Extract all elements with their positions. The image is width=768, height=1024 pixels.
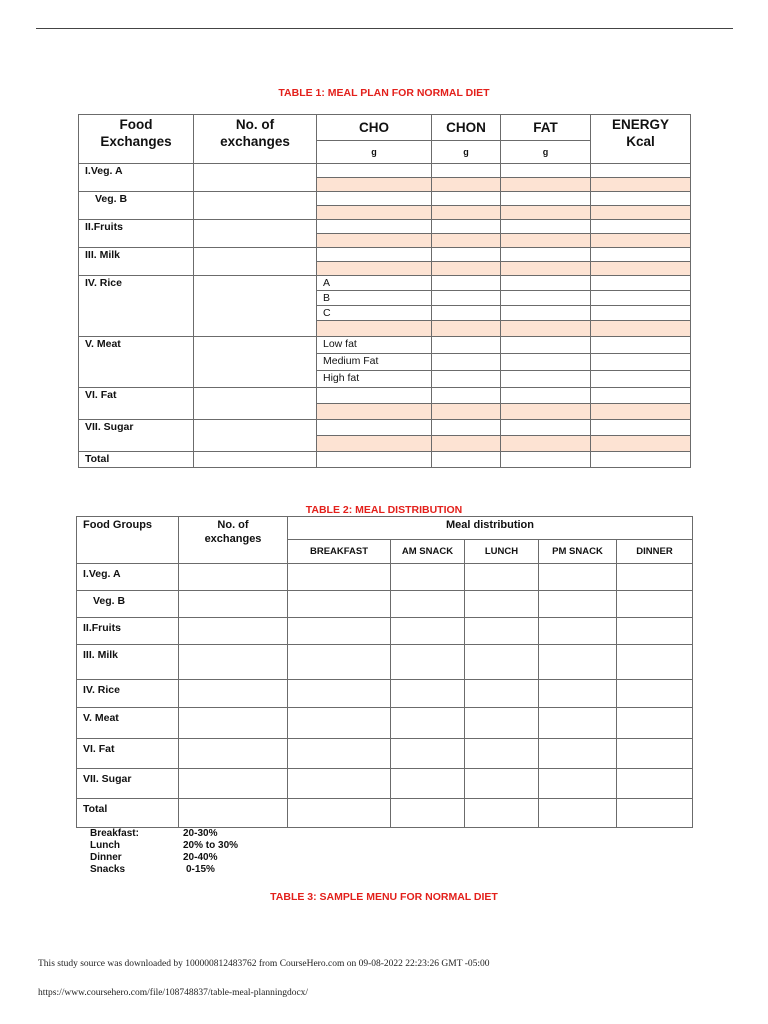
meal-plan-table xyxy=(78,114,691,468)
dist-dinner: Dinner 20-40% xyxy=(90,852,218,863)
table1-title: TABLE 1: MEAL PLAN FOR NORMAL DIET xyxy=(278,87,490,99)
header-energy-kcal: ENERGY Kcal xyxy=(591,115,691,164)
dist-row-veg-a: I.Veg. A xyxy=(77,564,179,591)
dist-breakfast: Breakfast: 20-30% xyxy=(90,828,218,839)
table3-title: TABLE 3: SAMPLE MENU FOR NORMAL DIET xyxy=(270,891,498,903)
row-label-fruits: II.Fruits xyxy=(79,220,194,248)
unit-chon: g xyxy=(432,141,501,164)
dist-row-fat: VI. Fat xyxy=(77,739,179,769)
header-fat: FAT xyxy=(501,115,591,141)
header-chon: CHON xyxy=(432,115,501,141)
rice-sub-b: B xyxy=(317,291,432,306)
table2-title: TABLE 2: MEAL DISTRIBUTION xyxy=(305,504,463,516)
row-label-sugar: VII. Sugar xyxy=(79,420,194,452)
dist-row-veg-b: Veg. B xyxy=(77,591,179,618)
row-label-veg-b: Veg. B xyxy=(79,192,194,220)
dist-snacks: Snacks 0-15% xyxy=(90,864,215,875)
meat-sub-medium-fat: Medium Fat xyxy=(317,354,432,371)
meat-sub-high-fat: High fat xyxy=(317,371,432,388)
header-breakfast: BREAKFAST xyxy=(288,540,391,564)
rice-sub-c: C xyxy=(317,306,432,321)
header-cho: CHO xyxy=(317,115,432,141)
row-label-milk: III. Milk xyxy=(79,248,194,276)
header-no-of-exchanges-2: No. of exchanges xyxy=(179,517,288,564)
header-am-snack: AM SNACK xyxy=(391,540,465,564)
unit-fat: g xyxy=(501,141,591,164)
dist-row-sugar: VII. Sugar xyxy=(77,769,179,799)
dist-row-meat: V. Meat xyxy=(77,708,179,739)
row-label-meat: V. Meat xyxy=(79,337,194,388)
dist-row-milk: III. Milk xyxy=(77,645,179,680)
row-label-veg-a: I.Veg. A xyxy=(79,164,194,192)
header-food-exchanges: Food Exchanges xyxy=(79,115,194,164)
dist-row-total: Total xyxy=(77,799,179,828)
meal-distribution-table xyxy=(76,516,693,828)
source-line: This study source was downloaded by 100000812483762 from CourseHero.com on 09-08-2022 22:23:26 GMT -05:00 xyxy=(38,959,490,969)
row-label-fat: VI. Fat xyxy=(79,388,194,420)
header-meal-distribution: Meal distribution xyxy=(288,517,693,540)
header-food-groups: Food Groups xyxy=(77,517,179,564)
header-no-of-exchanges: No. of exchanges xyxy=(194,115,317,164)
dist-row-rice: IV. Rice xyxy=(77,680,179,708)
header-dinner: DINNER xyxy=(617,540,693,564)
row-label-total: Total xyxy=(79,452,194,468)
header-lunch: LUNCH xyxy=(465,540,539,564)
unit-cho: g xyxy=(317,141,432,164)
distribution-percentages xyxy=(90,828,238,876)
meat-sub-low-fat: Low fat xyxy=(317,337,432,354)
top-rule xyxy=(36,28,733,29)
dist-lunch: Lunch 20% to 30% xyxy=(90,840,239,851)
rice-sub-a: A xyxy=(317,276,432,291)
header-pm-snack: PM SNACK xyxy=(539,540,617,564)
source-url[interactable]: https://www.coursehero.com/file/108748837/table-meal-planningdocx/ xyxy=(38,988,309,998)
dist-row-fruits: II.Fruits xyxy=(77,618,179,645)
row-label-rice: IV. Rice xyxy=(79,276,194,337)
